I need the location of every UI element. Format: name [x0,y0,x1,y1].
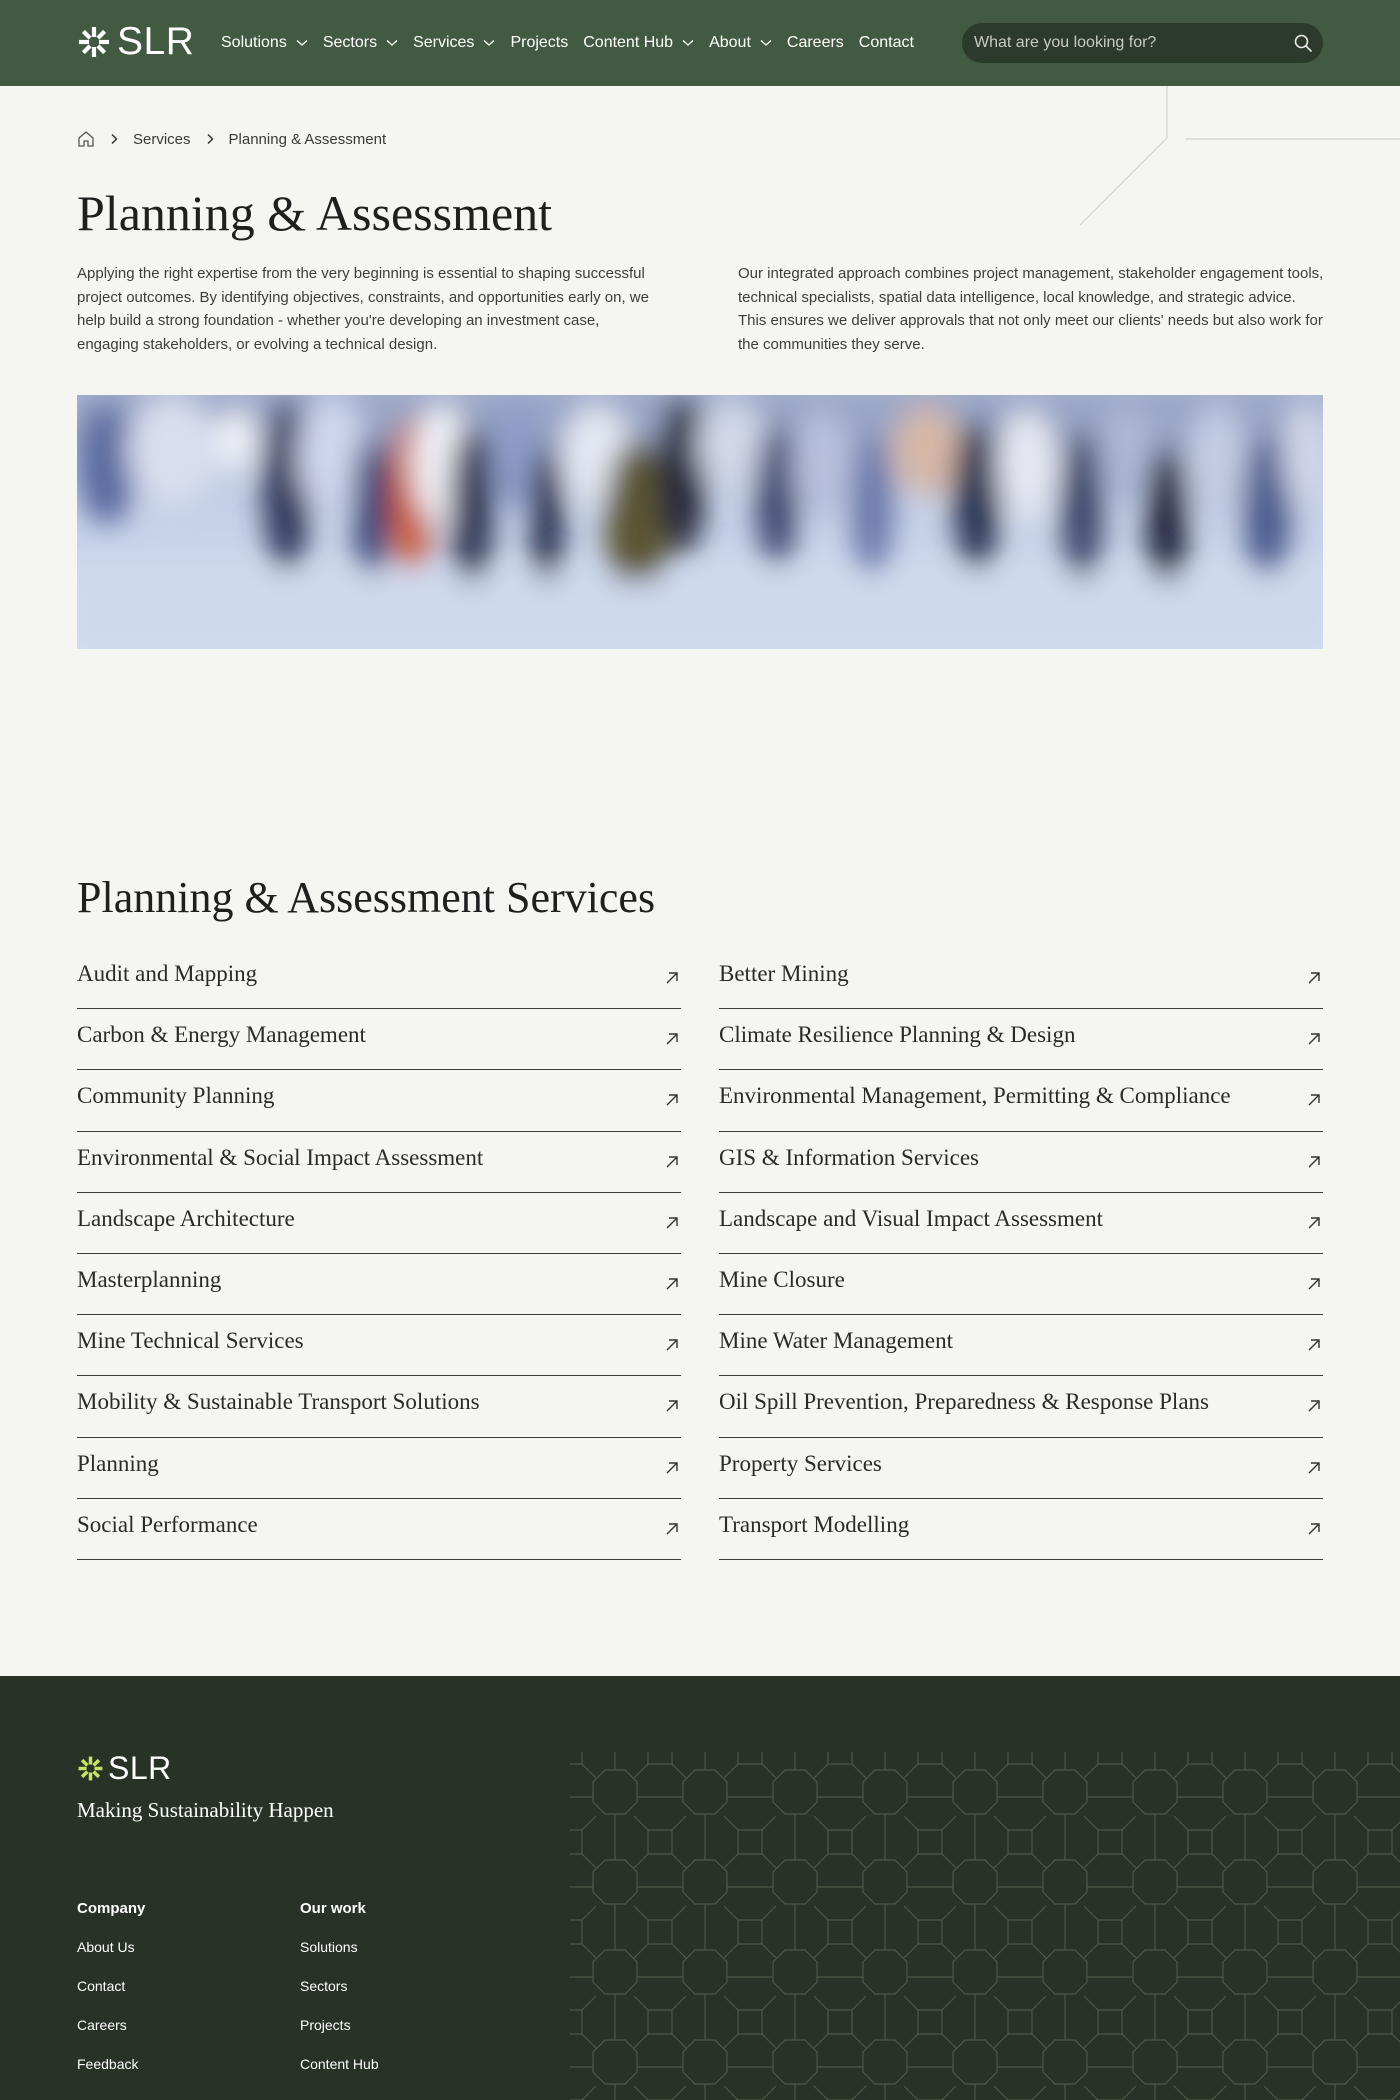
service-link[interactable] [77,1376,681,1437]
nav-about[interactable] [709,34,772,52]
services-list-left [77,948,681,1560]
arrow-up-right-icon [665,1338,679,1352]
nav-label: Content Hub [583,34,674,51]
footer-link-sectors[interactable]: Sectors [300,1978,348,1994]
page-title: Planning & Assessment [77,185,553,241]
hero-image-crowd [77,395,1323,649]
footer-tagline: Making Sustainability Happen [77,1798,334,1822]
footer-decorative-pattern [570,1752,1400,2100]
home-icon[interactable] [77,130,95,148]
arrow-up-right-icon [665,1399,679,1413]
footer-brand-name: SLR [108,1750,172,1786]
service-link[interactable] [719,948,1323,1009]
breadcrumb [77,130,386,148]
arrow-up-right-icon [1307,1155,1321,1169]
service-label: Landscape and Visual Impact Assessment [719,1205,1103,1231]
footer-link-content-hub[interactable]: Content Hub [300,2056,379,2072]
footer-column-company [77,1900,145,2094]
main-nav [221,0,929,86]
nav-label: Solutions [221,34,287,51]
nav-label: Sectors [322,34,378,51]
site-footer [0,1676,1400,2100]
chevron-down-icon [386,39,398,47]
breadcrumb-services[interactable]: Services [133,130,191,148]
arrow-up-right-icon [1307,1032,1321,1046]
service-label: Landscape Architecture [77,1205,295,1231]
intro-paragraph-right: Our integrated approach combines project management, stakeholder engagement tools, technical specialists, spatial data intelligence, local knowledge, and strategic advice. This ensures we deliver approvals that not only meet our clients' needs but also work for the communities they serve. [738,265,1324,353]
arrow-up-right-icon [665,1522,679,1536]
arrow-up-right-icon [1307,1093,1321,1107]
service-link[interactable] [77,1070,681,1131]
chevron-down-icon [483,39,495,47]
service-link[interactable] [719,1009,1323,1070]
brand-logo[interactable] [77,22,194,62]
nav-content-hub[interactable] [583,34,694,52]
intro-paragraph-left: Applying the right expertise from the very beginning is essential to shaping successful project outcomes. By identifying objectives, constraints, and opportunities early on, we help build a strong foundation - whether you're developing an investment case, engaging stakeholders, or evolving a technical design. [77,265,649,353]
service-label: Mine Closure [719,1267,845,1293]
service-link[interactable] [719,1132,1323,1193]
nav-label: Projects [510,34,569,51]
arrow-up-right-icon [665,1093,679,1107]
footer-column-heading: Company [77,1900,146,1917]
footer-link-projects[interactable]: Projects [300,2017,351,2033]
search-icon[interactable] [1293,33,1313,53]
nav-label: About [709,34,751,51]
footer-column-heading: Our work [300,1900,366,1917]
services-list-right [719,948,1323,1560]
nav-services[interactable] [413,34,495,52]
chevron-down-icon [296,39,308,47]
service-link[interactable] [719,1376,1323,1437]
footer-link-about-us[interactable]: About Us [77,1939,135,1955]
nav-label: Services [413,34,475,51]
arrow-up-right-icon [665,1461,679,1475]
arrow-up-right-icon [1307,1216,1321,1230]
arrow-up-right-icon [1307,971,1321,985]
service-link[interactable] [719,1193,1323,1254]
service-link[interactable] [719,1070,1323,1131]
service-link[interactable] [77,1254,681,1315]
services-section-title: Planning & Assessment Services [77,873,656,922]
service-label: Social Performance [77,1511,258,1537]
nav-projects[interactable] [510,34,568,52]
arrow-up-right-icon [1307,1461,1321,1475]
service-label: Mobility & Sustainable Transport Solutions [77,1389,480,1415]
arrow-up-right-icon [1307,1522,1321,1536]
search-box [962,23,1323,63]
service-label: Environmental & Social Impact Assessment [77,1144,484,1170]
service-label: GIS & Information Services [719,1144,979,1170]
service-label: Community Planning [77,1083,275,1109]
service-label: Climate Resilience Planning & Design [719,1022,1076,1048]
nav-label: Contact [858,34,914,51]
arrow-up-right-icon [665,971,679,985]
decorative-lines [1075,86,1400,231]
service-label: Carbon & Energy Management [77,1022,366,1048]
service-label: Planning [77,1450,159,1476]
arrow-up-right-icon [1307,1399,1321,1413]
footer-column-our-work [300,1900,379,2094]
service-link[interactable] [77,1193,681,1254]
service-link[interactable] [77,1438,681,1499]
nav-sectors[interactable] [323,34,398,52]
chevron-right-icon [205,133,215,145]
service-link[interactable] [77,1315,681,1376]
service-label: Oil Spill Prevention, Preparedness & Response Plans [719,1389,1209,1415]
service-link[interactable] [719,1438,1323,1499]
arrow-up-right-icon [1307,1338,1321,1352]
footer-link-contact[interactable]: Contact [77,1978,126,1994]
service-link[interactable] [719,1315,1323,1376]
service-label: Mine Technical Services [77,1328,304,1354]
arrow-up-right-icon [1307,1277,1321,1291]
service-label: Audit and Mapping [77,961,258,987]
arrow-up-right-icon [665,1032,679,1046]
nav-careers[interactable] [787,34,844,52]
service-link[interactable] [77,1132,681,1193]
footer-brand-logo[interactable] [77,1751,172,1785]
service-link[interactable] [77,948,681,1009]
nav-solutions[interactable] [221,34,308,52]
chevron-down-icon [682,39,694,47]
search-input[interactable] [974,23,1274,63]
nav-label: Careers [786,34,844,51]
service-label: Mine Water Management [719,1328,954,1354]
service-link[interactable] [719,1499,1323,1560]
arrow-up-right-icon [665,1155,679,1169]
chevron-down-icon [760,39,772,47]
nav-contact[interactable] [859,34,914,52]
service-link[interactable] [719,1254,1323,1315]
brand-name: SLR [117,20,195,63]
service-label: Better Mining [719,961,849,987]
service-label: Property Services [719,1450,882,1476]
service-label: Masterplanning [77,1267,222,1293]
slr-logo-mark-icon [77,1755,104,1782]
arrow-up-right-icon [665,1216,679,1230]
service-link[interactable] [77,1009,681,1070]
footer-link-feedback[interactable]: Feedback [77,2056,139,2072]
footer-link-careers[interactable]: Careers [77,2017,127,2033]
site-header [0,0,1400,86]
slr-logo-mark-icon [77,25,111,59]
service-label: Transport Modelling [719,1511,910,1537]
service-label: Environmental Management, Permitting & Compliance [719,1083,1231,1109]
breadcrumb-current: Planning & Assessment [228,130,387,148]
footer-link-solutions[interactable]: Solutions [300,1939,358,1955]
arrow-up-right-icon [665,1277,679,1291]
service-link[interactable] [77,1499,681,1560]
chevron-right-icon [109,133,119,145]
